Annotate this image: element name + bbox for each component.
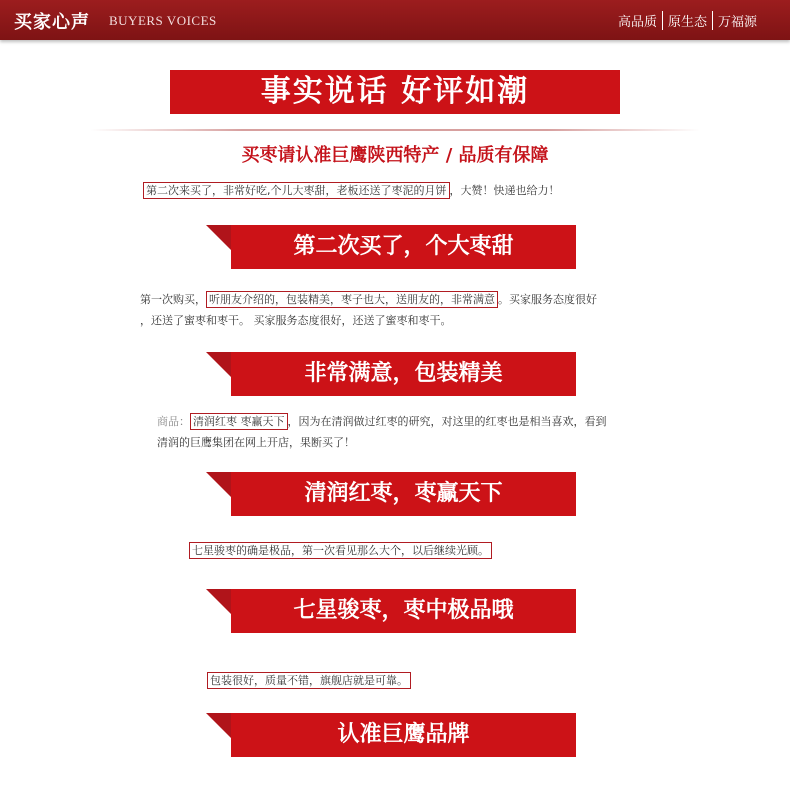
nav-item-quality[interactable]: 高品质	[617, 15, 657, 30]
nav-item-ecology[interactable]: 原生态	[662, 11, 712, 30]
review-2-rest: 。买家服务态度很好	[498, 293, 597, 306]
header-nav	[613, 11, 762, 30]
nav-item-brand[interactable]: 万福源	[712, 11, 762, 30]
hero-banner: 事实说话 好评如潮	[170, 70, 620, 114]
review-2-highlight: 听朋友介绍的，包装精美，枣子也大，送朋友的，非常满意	[206, 291, 498, 308]
review-4-banner: 七星骏枣，枣中极品哦	[231, 589, 576, 633]
review-2-prefix: 第一次购买，	[140, 293, 206, 306]
review-3-line2: 清润的巨鹰集团在网上开店，果断买了！	[157, 436, 355, 449]
review-5-banner: 认准巨鹰品牌	[231, 713, 576, 757]
review-2-banner: 非常满意，包装精美	[231, 352, 576, 396]
review-4	[189, 540, 492, 561]
banner-flag-icon	[206, 713, 232, 739]
banner-flag-icon	[206, 225, 232, 251]
review-4-highlight: 七星骏枣的确是极品，第一次看见那么大个，以后继续光顾。	[189, 542, 492, 559]
review-3	[157, 411, 607, 453]
review-2	[140, 289, 597, 331]
review-3-prefix: 商品：	[157, 415, 190, 428]
review-3-highlight: 清润红枣 枣赢天下	[190, 413, 288, 430]
review-2-line2: ，还送了蜜枣和枣干。 买家服务态度很好，还送了蜜枣和枣干。	[140, 314, 452, 327]
header-title: 买家心声	[14, 12, 90, 33]
review-1-banner: 第二次买了，个大枣甜	[231, 225, 576, 269]
review-5-highlight: 包装很好，质量不错，旗舰店就是可靠。	[207, 672, 411, 689]
review-1-rest: ，大赞！快递也给力！	[449, 184, 560, 197]
header-subtitle: BUYERS VOICES	[109, 13, 217, 28]
banner-flag-icon	[206, 472, 232, 498]
banner-flag-icon	[206, 352, 232, 378]
review-1-highlight: 第二次来买了，非常好吃,个儿大枣甜，老板还送了枣泥的月饼	[143, 182, 450, 199]
review-1	[143, 180, 560, 201]
tagline: 买枣请认准巨鹰陕西特产 / 品质有保障	[241, 145, 549, 166]
banner-flag-icon	[206, 589, 232, 615]
review-3-rest: ，因为在清润做过红枣的研究，对这里的红枣也是相当喜欢，看到	[287, 415, 607, 428]
divider-line	[90, 129, 700, 131]
review-5	[207, 670, 411, 691]
header-bar	[0, 0, 790, 40]
review-3-banner: 清润红枣，枣赢天下	[231, 472, 576, 516]
